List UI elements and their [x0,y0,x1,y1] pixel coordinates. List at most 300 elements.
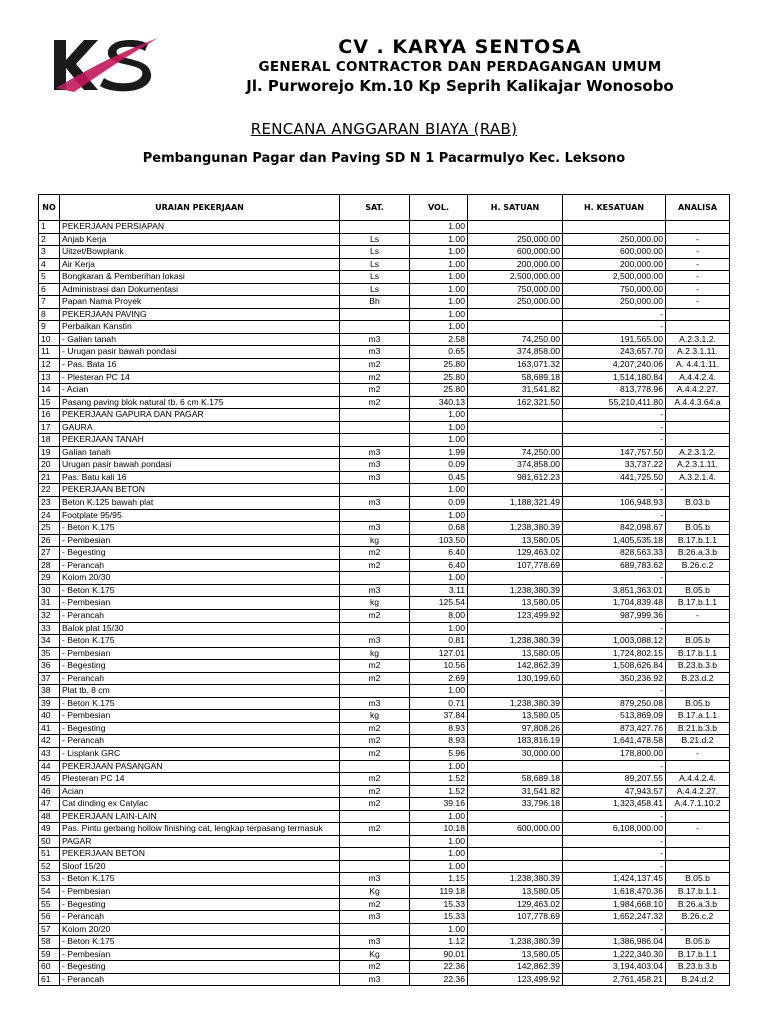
cell-h-kesatuan: - [563,308,666,321]
cell-sat [340,923,410,936]
cell-sat: m2 [340,396,410,409]
cell-sat: Kg [340,885,410,898]
cell-no: 4 [39,258,60,271]
cell-uraian: - Pembesian [60,647,340,660]
cell-no: 16 [39,409,60,422]
cell-h-kesatuan: 243,657.70 [563,346,666,359]
cell-vol: 103.50 [410,534,468,547]
cell-vol: 0.71 [410,697,468,710]
cell-analisa [666,860,730,873]
cell-no: 12 [39,359,60,372]
col-header-h-kesatuan: H. KESATUAN [563,195,666,221]
cell-sat: Kg [340,948,410,961]
cell-vol: 1.12 [410,936,468,949]
cell-no: 10 [39,333,60,346]
cell-vol: 3.11 [410,584,468,597]
cell-uraian: Galian tanah [60,446,340,459]
cell-analisa: B.26.c.2 [666,911,730,924]
cell-no: 13 [39,371,60,384]
cell-uraian: Administrasi dan Dokumentasi [60,283,340,296]
cell-uraian: - Begesting [60,961,340,974]
table-row [39,522,730,535]
cell-vol: 1.00 [410,848,468,861]
cell-h-satuan: 750,000.00 [468,283,563,296]
cell-no: 58 [39,936,60,949]
table-row [39,911,730,924]
cell-no: 9 [39,321,60,334]
cell-no: 27 [39,547,60,560]
cell-uraian: Balok plat 15/30 [60,622,340,635]
cell-sat: m2 [340,371,410,384]
cell-sat [340,434,410,447]
cell-sat: m2 [340,359,410,372]
cell-no: 32 [39,609,60,622]
cell-uraian: - Perancah [60,735,340,748]
cell-no: 1 [39,221,60,234]
cell-uraian: PEKERJAAN PERSIAPAN [60,221,340,234]
cell-sat [340,685,410,698]
cell-analisa: B.03.b [666,497,730,510]
cell-h-satuan [468,848,563,861]
cell-no: 55 [39,898,60,911]
cell-uraian: PEKERJAAN PASANGAN [60,760,340,773]
cell-h-satuan: 107,778.69 [468,911,563,924]
cell-h-satuan: 1,238,380.39 [468,936,563,949]
table-row [39,722,730,735]
cell-analisa [666,810,730,823]
cell-h-kesatuan: 600,000.00 [563,246,666,259]
cell-no: 43 [39,747,60,760]
cell-no: 6 [39,283,60,296]
cell-no: 54 [39,885,60,898]
cell-h-kesatuan: 1,514,180.84 [563,371,666,384]
cell-uraian: - Begesting [60,898,340,911]
cell-h-kesatuan: 987,999.36 [563,609,666,622]
table-row [39,559,730,572]
cell-h-kesatuan: - [563,572,666,585]
cell-analisa: B.21.d.2 [666,735,730,748]
cell-uraian: - Pembesian [60,948,340,961]
table-row [39,635,730,648]
cell-analisa: B.26.c.2 [666,559,730,572]
cell-sat: m2 [340,660,410,673]
cell-vol: 1.00 [410,321,468,334]
cell-h-satuan: 163,071.32 [468,359,563,372]
rab-table [38,194,730,986]
table-row [39,923,730,936]
cell-sat: m2 [340,823,410,836]
cell-h-kesatuan: 350,236.92 [563,672,666,685]
cell-vol: 6.40 [410,547,468,560]
cell-sat: m3 [340,873,410,886]
cell-analisa: B.21.b.3.b [666,722,730,735]
cell-no: 51 [39,848,60,861]
cell-analisa: - [666,296,730,309]
cell-h-satuan: 162,321.50 [468,396,563,409]
cell-uraian: Plat tb. 8 cm [60,685,340,698]
cell-no: 33 [39,622,60,635]
cell-analisa [666,835,730,848]
col-header-analisa: ANALISA [666,195,730,221]
cell-no: 11 [39,346,60,359]
cell-vol: 37.84 [410,710,468,723]
table-row [39,434,730,447]
cell-h-satuan: 1,238,380.39 [468,522,563,535]
cell-analisa: B.05.b [666,584,730,597]
cell-no: 61 [39,973,60,986]
cell-h-kesatuan: 513,869.09 [563,710,666,723]
cell-no: 60 [39,961,60,974]
cell-sat: Ls [340,283,410,296]
cell-uraian: Acian [60,785,340,798]
table-body [39,221,730,986]
cell-vol: 25.80 [410,371,468,384]
table-row [39,321,730,334]
cell-h-kesatuan: 1,508,626.84 [563,660,666,673]
cell-no: 5 [39,271,60,284]
cell-h-kesatuan: 250,000.00 [563,233,666,246]
cell-h-kesatuan: 147,757.50 [563,446,666,459]
cell-vol: 1.00 [410,233,468,246]
table-row [39,584,730,597]
document-subtitle: Pembangunan Pagar dan Paving SD N 1 Pacarmulyo Kec. Leksono [142,151,626,166]
cell-h-kesatuan: - [563,923,666,936]
table-row [39,672,730,685]
col-header-no: NO [39,195,60,221]
cell-h-satuan: 97,808.26 [468,722,563,735]
cell-sat: kg [340,597,410,610]
cell-uraian: - Pembesian [60,710,340,723]
table-row [39,384,730,397]
cell-sat [340,221,410,234]
cell-no: 26 [39,534,60,547]
cell-sat: m2 [340,798,410,811]
cell-no: 50 [39,835,60,848]
cell-vol: 1.00 [410,308,468,321]
cell-h-kesatuan: 750,000.00 [563,283,666,296]
cell-h-satuan [468,509,563,522]
cell-vol: 1.00 [410,572,468,585]
cell-h-kesatuan: - [563,685,666,698]
cell-analisa: A.2.3.1.2. [666,333,730,346]
table-row [39,685,730,698]
cell-h-kesatuan: 1,386,986.04 [563,936,666,949]
cell-h-satuan: 129,463.02 [468,547,563,560]
cell-no: 7 [39,296,60,309]
cell-no: 25 [39,522,60,535]
cell-h-kesatuan: 879,250.08 [563,697,666,710]
cell-sat: Ls [340,271,410,284]
table-row [39,296,730,309]
cell-h-satuan: 123,499.92 [468,973,563,986]
cell-h-satuan: 129,463.02 [468,898,563,911]
cell-sat: m2 [340,735,410,748]
cell-no: 3 [39,246,60,259]
cell-analisa: A.4.4.2.27. [666,384,730,397]
cell-uraian: - Begesting [60,722,340,735]
table-row [39,484,730,497]
cell-sat [340,760,410,773]
cell-sat: m2 [340,773,410,786]
cell-h-satuan [468,810,563,823]
cell-vol: 1.00 [410,283,468,296]
cell-no: 47 [39,798,60,811]
cell-sat [340,421,410,434]
table-row [39,885,730,898]
cell-h-kesatuan: 106,948.93 [563,497,666,510]
cell-h-satuan: 123,499.92 [468,609,563,622]
cell-h-satuan: 1,238,380.39 [468,635,563,648]
cell-uraian: Perbaikan Kanstin [60,321,340,334]
cell-sat: kg [340,534,410,547]
cell-h-satuan [468,572,563,585]
cell-vol: 1.00 [410,221,468,234]
cell-sat: m3 [340,973,410,986]
cell-vol: 1.00 [410,421,468,434]
col-header-vol: VOL. [410,195,468,221]
cell-h-kesatuan: 250,000.00 [563,296,666,309]
cell-vol: 15.33 [410,898,468,911]
cell-sat: m3 [340,936,410,949]
cell-vol: 8.93 [410,735,468,748]
cell-analisa [666,685,730,698]
table-row [39,735,730,748]
cell-no: 46 [39,785,60,798]
cell-sat: Ls [340,258,410,271]
cell-sat: m2 [340,747,410,760]
cell-sat [340,409,410,422]
cell-analisa: B.05.b [666,936,730,949]
cell-sat [340,509,410,522]
table-row [39,948,730,961]
cell-uraian: PEKERJAAN PAVING [60,308,340,321]
cell-vol: 1.52 [410,785,468,798]
cell-no: 21 [39,471,60,484]
cell-uraian: Pas. Batu kali 16 [60,471,340,484]
cell-h-satuan [468,622,563,635]
table-row [39,308,730,321]
cell-vol: 90.01 [410,948,468,961]
cell-analisa: - [666,233,730,246]
cell-vol: 1.52 [410,773,468,786]
cell-vol: 22.36 [410,961,468,974]
table-row [39,333,730,346]
table-row [39,509,730,522]
cell-analisa [666,622,730,635]
cell-no: 2 [39,233,60,246]
table-row [39,835,730,848]
table-row [39,421,730,434]
cell-analisa: A.4.4.2.27. [666,785,730,798]
cell-h-satuan: 600,000.00 [468,823,563,836]
cell-vol: 10.18 [410,823,468,836]
cell-h-kesatuan: 47,943.57 [563,785,666,798]
cell-vol: 1.00 [410,622,468,635]
cell-sat: m3 [340,697,410,710]
cell-vol: 127.01 [410,647,468,660]
cell-vol: 1.00 [410,434,468,447]
cell-uraian: Beton K.125 bawah plat [60,497,340,510]
cell-h-satuan: 107,778.69 [468,559,563,572]
cell-no: 38 [39,685,60,698]
cell-h-kesatuan: - [563,848,666,861]
cell-vol: 1.00 [410,409,468,422]
cell-sat: Ls [340,233,410,246]
cell-vol: 1.00 [410,860,468,873]
cell-h-kesatuan: 4,207,240.06 [563,359,666,372]
cell-no: 53 [39,873,60,886]
cell-uraian: - Pembesian [60,534,340,547]
cell-h-satuan: 74,250.00 [468,333,563,346]
cell-analisa: A.4.4.3.64.a [666,396,730,409]
table-row [39,233,730,246]
cell-analisa [666,421,730,434]
table-row [39,497,730,510]
cell-h-satuan: 1,238,380.39 [468,873,563,886]
company-name: CV . KARYA SENTOSA [338,36,582,58]
cell-analisa: A.4.7.1.10.2 [666,798,730,811]
cell-h-satuan: 13,580.05 [468,647,563,660]
cell-h-satuan [468,321,563,334]
cell-h-satuan: 31,541.82 [468,384,563,397]
cell-uraian: - Beton K.175 [60,635,340,648]
cell-h-kesatuan: 1,222,340.30 [563,948,666,961]
cell-vol: 10.56 [410,660,468,673]
cell-uraian: Uitzet/Bowplank [60,246,340,259]
cell-h-kesatuan: 1,984,668.10 [563,898,666,911]
cell-h-kesatuan: 689,783.62 [563,559,666,572]
cell-analisa [666,409,730,422]
cell-h-satuan: 33,796.18 [468,798,563,811]
cell-no: 30 [39,584,60,597]
cell-sat: m2 [340,785,410,798]
cell-uraian: - Pembesian [60,597,340,610]
cell-sat: m3 [340,333,410,346]
cell-h-kesatuan: 1,405,535.18 [563,534,666,547]
cell-vol: 0.65 [410,346,468,359]
cell-uraian: - Beton K.175 [60,522,340,535]
table-row [39,798,730,811]
cell-sat: m3 [340,911,410,924]
cell-h-kesatuan: 813,778.96 [563,384,666,397]
cell-h-satuan: 374,858.00 [468,346,563,359]
cell-uraian: - Pembesian [60,885,340,898]
cell-analisa [666,923,730,936]
table-row [39,697,730,710]
cell-sat [340,835,410,848]
cell-no: 31 [39,597,60,610]
cell-no: 39 [39,697,60,710]
cell-analisa [666,221,730,234]
cell-vol: 119.18 [410,885,468,898]
cell-analisa [666,848,730,861]
cell-sat: m3 [340,497,410,510]
cell-h-satuan: 13,580.05 [468,948,563,961]
cell-h-kesatuan: - [563,622,666,635]
cell-analisa: - [666,747,730,760]
cell-sat [340,572,410,585]
cell-uraian: - Beton K.175 [60,936,340,949]
cell-analisa [666,484,730,497]
cell-vol: 1.00 [410,271,468,284]
cell-sat [340,321,410,334]
cell-sat: Ls [340,246,410,259]
cell-sat: m3 [340,346,410,359]
cell-h-kesatuan: 6,108,000.00 [563,823,666,836]
cell-h-kesatuan: 828,563.33 [563,547,666,560]
cell-h-satuan: 1,188,321.49 [468,497,563,510]
table-row [39,647,730,660]
cell-no: 22 [39,484,60,497]
cell-sat: m2 [340,722,410,735]
cell-uraian: PEKERJAAN TANAH [60,434,340,447]
cell-analisa: A. 4.4.1.11. [666,359,730,372]
cell-h-satuan [468,923,563,936]
table-header-row [39,195,730,221]
cell-h-kesatuan: - [563,434,666,447]
cell-vol: 0.45 [410,471,468,484]
cell-h-kesatuan: 1,424,137.45 [563,873,666,886]
cell-analisa: - [666,609,730,622]
cell-sat: Bh [340,296,410,309]
cell-uraian: Cat dinding ex Catylac [60,798,340,811]
col-header-uraian: URAIAN PEKERJAAN [60,195,340,221]
cell-sat [340,848,410,861]
cell-h-kesatuan: - [563,421,666,434]
cell-sat: m2 [340,609,410,622]
cell-sat [340,860,410,873]
cell-vol: 1.99 [410,446,468,459]
cell-analisa [666,308,730,321]
cell-analisa: A.3.2.1.4. [666,471,730,484]
cell-uraian: - Galian tanah [60,333,340,346]
cell-h-satuan: 13,580.05 [468,534,563,547]
cell-h-kesatuan: 89,207.55 [563,773,666,786]
cell-h-satuan [468,484,563,497]
company-address: Jl. Purworejo Km.10 Kp Seprih Kalikajar Wonosobo [246,77,674,95]
cell-h-kesatuan: 1,618,470.36 [563,885,666,898]
cell-h-kesatuan: 842,098.67 [563,522,666,535]
cell-sat [340,810,410,823]
cell-no: 59 [39,948,60,961]
cell-h-satuan: 2,500,000.00 [468,271,563,284]
cell-h-kesatuan: 1,323,458.41 [563,798,666,811]
table-row [39,848,730,861]
cell-vol: 5.96 [410,747,468,760]
cell-vol: 2.58 [410,333,468,346]
cell-sat: kg [340,710,410,723]
table-row [39,860,730,873]
company-tagline: GENERAL CONTRACTOR DAN PERDAGANGAN UMUM [258,59,662,75]
cell-no: 42 [39,735,60,748]
cell-vol: 1.00 [410,685,468,698]
cell-no: 18 [39,434,60,447]
cell-uraian: Pasang paving blok natural tb. 6 cm K.175 [60,396,340,409]
cell-analisa [666,321,730,334]
table-row [39,396,730,409]
cell-h-kesatuan: 1,704,839.48 [563,597,666,610]
cell-sat: m2 [340,559,410,572]
cell-vol: 0.81 [410,635,468,648]
cell-sat: m2 [340,961,410,974]
cell-h-satuan [468,760,563,773]
cell-analisa [666,434,730,447]
table-row [39,710,730,723]
cell-uraian: - Lisplank GRC [60,747,340,760]
table-row [39,246,730,259]
cell-h-kesatuan: 55,210,411.80 [563,396,666,409]
cell-no: 45 [39,773,60,786]
